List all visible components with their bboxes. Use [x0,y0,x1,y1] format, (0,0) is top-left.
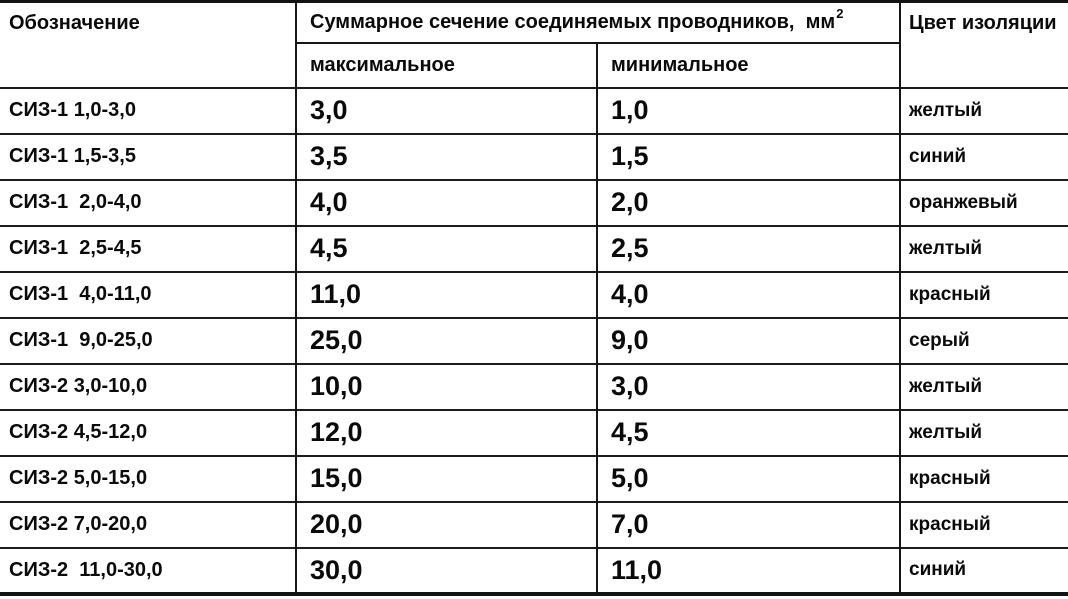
min-section-cell: 11,0 [597,548,900,594]
min-section-cell: 1,5 [597,134,900,180]
section-group-label: Суммарное сечение соединяемых проводников, мм [310,10,836,33]
insulation-color-cell: желтый [900,88,1068,134]
min-section-cell: 7,0 [597,502,900,548]
max-section-cell: 20,0 [296,502,597,548]
insulation-color-cell: желтый [900,226,1068,272]
column-header-section-group [296,2,900,43]
section-group-superscript: 2 [836,6,844,22]
table-row [0,548,1068,594]
table-row [0,364,1068,410]
min-section-cell: 2,5 [597,226,900,272]
table-row [0,502,1068,548]
column-header-min: минимальное [597,43,900,88]
designation-cell: СИЗ-2 3,0-10,0 [0,364,296,410]
designation-cell: СИЗ-1 1,5-3,5 [0,134,296,180]
designation-cell: СИЗ-1 2,5-4,5 [0,226,296,272]
max-section-cell: 11,0 [296,272,597,318]
insulation-color-cell: красный [900,272,1068,318]
table-row [0,318,1068,364]
table-row [0,88,1068,134]
designation-cell: СИЗ-1 1,0-3,0 [0,88,296,134]
designation-cell: СИЗ-2 7,0-20,0 [0,502,296,548]
table-row [0,180,1068,226]
max-section-cell: 15,0 [296,456,597,502]
designation-cell: СИЗ-1 4,0-11,0 [0,272,296,318]
max-section-cell: 4,5 [296,226,597,272]
table-row [0,134,1068,180]
insulation-color-cell: синий [900,134,1068,180]
header-row-1 [0,2,1068,43]
min-section-cell: 3,0 [597,364,900,410]
designation-cell: СИЗ-2 4,5-12,0 [0,410,296,456]
min-section-cell: 4,5 [597,410,900,456]
insulation-color-cell: красный [900,456,1068,502]
designation-cell: СИЗ-1 9,0-25,0 [0,318,296,364]
min-section-cell: 1,0 [597,88,900,134]
max-section-cell: 3,5 [296,134,597,180]
column-header-insulation-color: Цвет изоляции [909,12,1057,34]
insulation-color-cell: синий [900,548,1068,594]
max-section-cell: 30,0 [296,548,597,594]
insulation-color-cell: желтый [900,364,1068,410]
column-header-designation: Обозначение [0,2,296,88]
min-section-cell: 2,0 [597,180,900,226]
insulation-color-cell: серый [900,318,1068,364]
insulation-color-cell: красный [900,502,1068,548]
designation-cell: СИЗ-2 5,0-15,0 [0,456,296,502]
insulation-color-cell: оранжевый [900,180,1068,226]
table-row [0,456,1068,502]
max-section-cell: 4,0 [296,180,597,226]
min-section-cell: 9,0 [597,318,900,364]
max-section-cell: 25,0 [296,318,597,364]
designation-cell: СИЗ-2 11,0-30,0 [0,548,296,594]
min-section-cell: 5,0 [597,456,900,502]
table-row [0,226,1068,272]
designation-cell: СИЗ-1 2,0-4,0 [0,180,296,226]
min-section-cell: 4,0 [597,272,900,318]
max-section-cell: 3,0 [296,88,597,134]
max-section-cell: 10,0 [296,364,597,410]
table-row [0,410,1068,456]
max-section-cell: 12,0 [296,410,597,456]
table-row [0,272,1068,318]
insulation-color-cell: желтый [900,410,1068,456]
column-header-max: максимальное [296,43,597,88]
